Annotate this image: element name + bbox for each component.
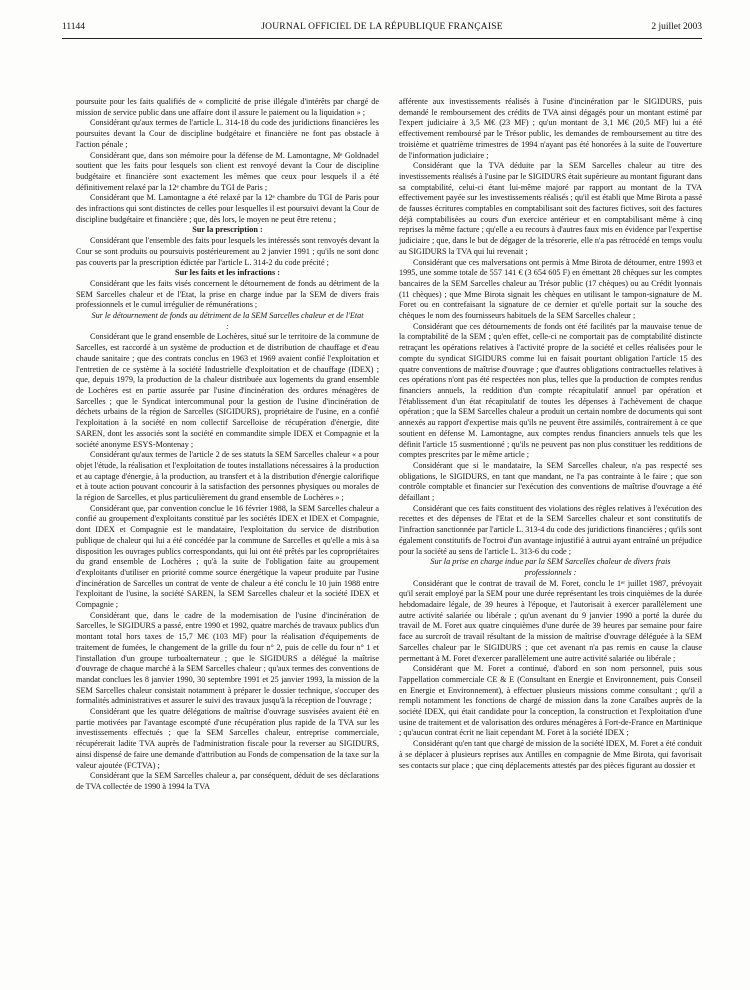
section-heading: Sur la prescription : xyxy=(192,225,263,235)
paragraph: Considérant que, dans son mémoire pour la défense de M. Lamontagne, Mᵉ Goldnadel soutient que les faits pour lesquels son client est renvoyé devant la Cour de discipline budgétaire et financière sont exactement les mêmes que ceux pour lesquels il a été définitivement relaxé par la 12ᵉ chambre du TGI de Paris ; xyxy=(76,150,379,192)
paragraph: Considérant qu'aux termes de l'article 2 de ses statuts la SEM Sarcelles chaleur « a pour objet l'étude, la réalisation et l'exploitation de toutes installations nécessaires à la production et au captage d'énergie, à la production, au transfert et à la distribution d'énergie calorifique et à toute action pouvant concourir à la satisfaction des personnes physiques ou morales de la région de Sarcelles, et plus particulièrement du grand ensemble de Lochères » ; xyxy=(76,450,379,503)
paragraph: Considérant que M. Foret a continué, d'abord en son nom personnel, puis sous l'appellation commerciale CE & E (Consultant en Energie et Environnement, puis Conseil en Energie et Environnement), à effectuer plusieurs missions comme consultant ; qu'il a rempli notamment les fonctions de chargé de mission dans la zone Caraïbes auprès de la société IDEX, qui était candidate pour la conception, la construction et l'exploitation d'une usine de traitement et de valorisation des ordures ménagères à Fort-de-France en Martinique ; qu'aucun contrat écrit ne liait cependant M. Foret à la société IDEX ; xyxy=(399,664,702,738)
paragraph: Considérant qu'en tant que chargé de mission de la société IDEX, M. Foret a été conduit à se déplacer à plusieurs reprises aux Antilles en compagnie de Mme Birota, qui favorisait ses contacts sur place ; que cinq déplacements attestés par des pièces figurant au dossier et xyxy=(399,739,702,770)
right-column xyxy=(399,97,702,987)
section-heading: Sur les faits et les infractions : xyxy=(175,268,280,278)
journal-title: JOURNAL OFFICIEL DE LA RÉPUBLIQUE FRANÇAISE xyxy=(261,22,503,32)
page-header xyxy=(62,22,702,36)
left-column xyxy=(76,97,379,987)
paragraph: Considérant que ces malversations ont permis à Mme Birota de détourner, entre 1993 et 1995, une somme totale de 557 141 € (3 654 605 F) en émettant 28 chèques sur les comptes bancaires de la SEM Sarcelles chaleur au Trésor public (17 chèques) ou au Crédit lyonnais (11 chèques) ; que Mme Birota signait les chèques en utilisant le tampon-signature de M. Foret ou en contrefaisant la signature de ce dernier et qu'elle portait sur la souche des chèques le nom des fournisseurs habituels de la SEM Sarcelles chaleur ; xyxy=(399,257,702,321)
paragraph: Considérant que, par convention conclue le 16 février 1988, la SEM Sarcelles chaleur a confié au groupement d'exploitants constitué par les sociétés IDEX et IDEX et Compagnie, dont IDEX et Compagnie est le mandataire, l'exploitation du service de distribution publique de chaleur qui lui a été concédée par la commune de Sarcelles et qu'elle a mis à sa disposition les ouvrages publics correspondants, qui lui ont été prêtés par les copropriétaires du grand ensemble de Lochères ; qu'à la suite de l'obligation faite au groupement d'exploitants d'utiliser en priorité comme source énergétique la vapeur produite par l'usine d'incinération de Sarcelles un contrat de vente de chaleur a été conclu le 10 juin 1988 entre l'exploitant de l'usine, la société SAREN, la SEM Sarcelles chaleur et la société IDEX et Compagnie ; xyxy=(76,503,379,610)
paragraph: Considérant que M. Lamontagne a été relaxé par la 12ᵉ chambre du TGI de Paris pour des infractions qui sont distinctes de celles pour lesquelles il est poursuivi devant la Cour de discipline budgétaire et financière ; que, dès lors, le moyen ne peut être retenu ; xyxy=(76,193,379,224)
header-rule xyxy=(62,38,702,39)
paragraph: Considérant que la SEM Sarcelles chaleur a, par conséquent, déduit de ses déclarations de TVA collectée de 1990 à 1994 la TVA xyxy=(76,771,379,791)
subsection-heading: Sur la prise en charge indue par la SEM Sarcelles chaleur de divers frais professionnels : xyxy=(430,557,671,577)
paragraph: Considérant que ces faits constituent des violations des règles relatives à l'exécution des recettes et des dépenses de l'Etat et de la SEM Sarcelles chaleur et sont constitutifs de l'infraction sanctionnée par l'article L. 313-4 du code des juridictions financières ; qu'ils sont également constitutifs de l'octroi d'un avantage injustifié à autrui ayant entraîné un préjudice pour la société au sens de l'article L. 313-6 du code ; xyxy=(399,503,702,556)
issue-date: 2 juillet 2003 xyxy=(651,22,702,32)
paragraph: Considérant que, dans le cadre de la modernisation de l'usine d'incinération de Sarcelles, le SIGIDURS a passé, entre 1990 et 1992, quatre marchés de travaux publics d'un montant total hors taxes de 15,7 M€ (103 MF) pour la réalisation d'équipements de traitement de fumées, le changement de la grille du four n° 2, puis de celle du four n° 1 et l'installation d'un groupe turboalternateur ; que le SIGIDURS a délégué la maîtrise d'ouvrage de chaque marché à la SEM Sarcelles chaleur ; qu'aux termes des conventions de mandat conclues les 8 janvier 1990, 30 septembre 1991 et 25 janvier 1993, la mission de la SEM Sarcelles chaleur consistait notamment à préparer le dossier technique, s'occuper des formalités administratives et assurer le suivi des travaux jusqu'à la réception de l'ouvrage ; xyxy=(76,610,379,706)
paragraph: Considérant que la TVA déduite par la SEM Sarcelles chaleur au titre des investissements réalisés à l'usine par le SIGIDURS était supérieure au montant figurant dans sa comptabilité, celui-ci étant lui-même majoré par rapport au montant de la TVA effectivement payée sur les investissements réalisés ; qu'il est établi que Mme Birota a passé de fausses écritures comptables en comptabilisant soit des factures fictives, soit des factures déjà comptabilisées au cours d'un exercice antérieur et en comptabilisant même à cinq reprises la même facture ; qu'elle a eu recours à d'autres faux mis en évidence par l'expertise judiciaire ; que, dans le but de dégager de la trésorerie, elle n'a pas rétrocédé en temps voulu au SIGIDURS la TVA qui lui revenait ; xyxy=(399,161,702,256)
continued-paragraph: poursuite pour les faits qualifiés de « complicité de prise illégale d'intérêts par chargé de mission de service public dans une affaire dont il assure le paiement ou la liquidation » ; xyxy=(76,97,379,117)
page-number: 11144 xyxy=(62,22,86,32)
subsection-heading: Sur le détournement de fonds au détriment de la SEM Sarcelles chaleur et de l'Etat : xyxy=(91,311,364,331)
paragraph: Considérant que les faits visés concernent le détournement de fonds au détriment de la SEM Sarcelles chaleur et de l'Etat, la prise en charge indue par la SEM de divers frais professionnels et le cumul irrégulier de rémunérations ; xyxy=(76,278,379,310)
paragraph: Considérant qu'aux termes de l'article L. 314-18 du code des juridictions financières les poursuites devant la Cour de discipline budgétaire et financière ne font pas obstacle à l'action pénale ; xyxy=(76,118,379,149)
paragraph: Considérant que le grand ensemble de Lochères, situé sur le territoire de la commune de Sarcelles, est raccordé à un système de production et de distribution de chauffage et d'eau chaude sanitaire ; que des contrats conclus en 1963 et 1969 avaient confié l'exploitation et l'entretien de ce système à la société Industrielle d'exploitation et de chauffage (IDEX) ; que, depuis 1979, la production de la chaleur distribuée aux logements du grand ensemble de Lochères est en partie assurée par l'usine d'incinération des ordures ménagères de Sarcelles ; que le Syndicat intercommunal pour la gestion de l'usine d'incinération de déchets urbains de la région de Sarcelles (SIGIDURS), propriétaire de l'usine, en a confié l'exploitation à la société en nom collectif Sarcelloise de récupération d'énergie, dite SAREN, dont les associés sont la société en commandite simple IDEX et Compagnie et la société anonyme ESYS-Montenay ; xyxy=(76,332,379,449)
continued-paragraph: afférente aux investissements réalisés à l'usine d'incinération par le SIGIDURS, puis demandé le remboursement des crédits de TVA ainsi dégagés pour un montant estimé par l'expert judiciaire à 3,5 M€ (23 MF) ; qu'un montant de 3,1 M€ (20,5 MF) lui a été effectivement remboursé par le Trésor public, les demandes de remboursement au titre des troisième et quatrième trimestres de 1994 n'ayant pas été honorées à la suite de l'ouverture de l'information judiciaire ; xyxy=(399,97,702,160)
paragraph: Considérant que les quatre délégations de maîtrise d'ouvrage susvisées avaient été en partie motivées par l'avantage escompté d'une récupération plus rapide de la TVA sur les investissements effectués ; que la SEM Sarcelles chaleur, entreprise commerciale, récupérerait ladite TVA auprès de l'administration fiscale pour la reverser au SIGIDURS, ainsi dispensé de faire une demande d'attribution au Fonds de compensation de la taxe sur la valeur ajoutée (FCTVA) ; xyxy=(76,707,379,770)
paragraph: Considérant que le contrat de travail de M. Foret, conclu le 1ᵉʳ juillet 1987, prévoyait qu'il serait employé par la SEM pour une durée représentant les trois cinquièmes de la durée hebdomadaire légale, de 39 heures à l'époque, et l'autorisait à exercer parallèlement une autre activité salariée ou libérale ; qu'un avenant du 9 janvier 1990 a porté la durée du travail de M. Foret aux quatre cinquièmes d'une durée de 39 heures par semaine pour faire face au surcroît de travail résultant de la mission de maîtrise d'ouvrage déléguée à la SEM Sarcelles chaleur par le SIGIDURS ; que cet avenant n'a pas remis en cause la clause permettant à M. Foret d'exercer parallèlement une autre activité salariée ou libérale ; xyxy=(399,578,702,663)
paragraph: Considérant que si le mandataire, la SEM Sarcelles chaleur, n'a pas respecté ses obligations, le SIGIDURS, en tant que mandant, ne l'a pas contrainte à le faire ; que son contrôle comptable et financier sur l'exécution des conventions de maîtrise d'ouvrage a été défaillant ; xyxy=(399,460,702,503)
paragraph: Considérant que l'ensemble des faits pour lesquels les intéressés sont renvoyés devant la Cour se sont produits ou poursuivis postérieurement au 2 janvier 1991 ; qu'ils ne sont donc pas couverts par la prescription édictée par l'article L. 314-2 du code précité ; xyxy=(76,236,379,267)
paragraph: Considérant que ces détournements de fonds ont été facilités par la mauvaise tenue de la comptabilité de la SEM ; qu'en effet, celle-ci ne comportait pas de comptabilité distincte retraçant les opérations relatives à l'activité propre de la société et celles réalisées pour le compte du syndicat SIGIDURS comme lui en faisait pourtant obligation l'article 15 des quatre conventions de maîtrise d'ouvrage ; que d'autres obligations contractuelles relatives à ces opérations n'ont pas été respectées non plus, telles que la production de comptes rendus financiers annuels, la reddition d'un compte récapitulatif annuel par opération et l'établissement d'un état récapitulatif de toutes les dépenses à l'achèvement de chaque opération ; que la SEM Sarcelles chaleur a produit un certain nombre de documents qui sont annexés au rapport d'expertise mais qu'ils ne peuvent être assimilés, contrairement à ce que soutient en défense M. Lamontagne, aux comptes rendus financiers annuels tels que les définit l'article 15 susmentionné ; qu'ils ne peuvent pas non plus constituer les redditions de comptes prescrites par le même article ; xyxy=(399,321,702,460)
